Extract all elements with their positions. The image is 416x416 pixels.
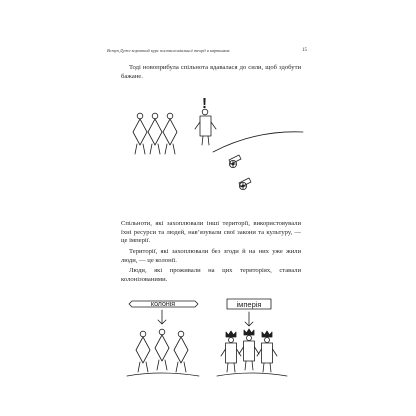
stick-figure: [148, 113, 162, 154]
exclamation-mark: !: [202, 95, 207, 112]
colony-section: [127, 301, 199, 376]
crowned-figure: [239, 329, 259, 370]
stick-figure: [174, 331, 188, 372]
cannon-icon: [229, 155, 241, 168]
book-page: [107, 30, 307, 395]
crown-icon: [226, 331, 236, 337]
arrow-down-icon: [245, 312, 253, 326]
rectangle-figure: [195, 109, 216, 145]
illustration-conquest: [107, 82, 307, 194]
stick-figure: [136, 331, 150, 372]
running-head: Вступ Дуже короткий курс постколоніальної теорії в картинках: [107, 48, 230, 53]
crown-icon: [262, 331, 272, 337]
stick-figure: [133, 113, 147, 154]
colony-label: колонія: [150, 301, 176, 309]
crowned-figure: [221, 331, 241, 372]
stick-figure: [163, 113, 177, 154]
empire-label: імперія: [236, 299, 262, 309]
page-number: 15: [302, 48, 307, 53]
paragraph-4: Люди, які проживали на цих територіях, ставали колонізованими.: [121, 267, 301, 283]
illustration-colony-empire: [107, 292, 307, 395]
cannon-icon: [239, 178, 251, 190]
crown-icon: [244, 329, 254, 335]
paragraph-3: Території, які захоплювали без згоди й на них уже жили люди, — це колонії.: [121, 248, 301, 264]
arrow-down-icon: [158, 310, 166, 324]
hill-line: [213, 132, 303, 152]
paragraph-2: Спільноти, які захоплювали інші території, використовували їхні ресурси та людей, нав’язували свої закони та культуру, — це імперії.: [121, 220, 301, 245]
empire-section: [217, 299, 287, 376]
paragraph-1: Тоді новоприбула спільнота вдавалася до сили, щоб здобути бажане.: [121, 64, 301, 80]
stick-figure: [155, 329, 169, 370]
crowned-figure: [257, 331, 277, 372]
